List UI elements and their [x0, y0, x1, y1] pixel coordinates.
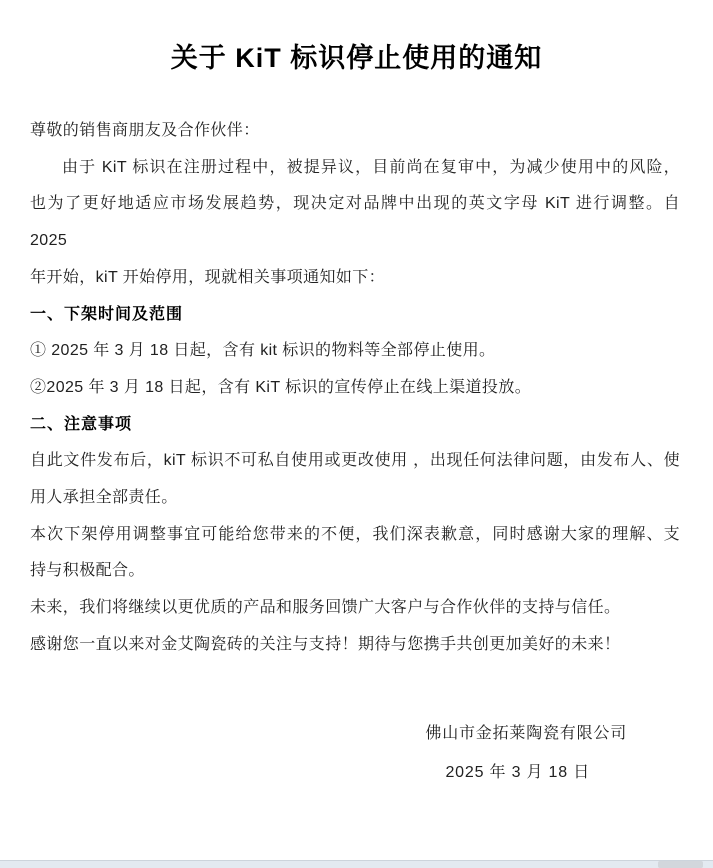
document-line: 自此文件发布后，kiT 标识不可私自使用或更改使用 ，出现任何法律问题，由发布人、使 — [30, 452, 680, 470]
document-line: 本次下架停用调整事宜可能给您带来的不便，我们深表歉意，同时感谢大家的理解、支 — [30, 525, 680, 543]
document-line: 感谢您一直以来对金艾陶瓷砖的关注与支持！期待与您携手共创更加美好的未来！ — [30, 635, 621, 653]
signature-date: 2025 年 3 月 18 日 — [445, 763, 590, 781]
document-line: 二、注意事项 — [30, 415, 133, 433]
document-line: 年开始，kiT 开始停用，现就相关事项通知如下： — [30, 268, 386, 286]
document-line: 一、下架时间及范围 — [30, 305, 184, 323]
document-line: 用人承担全部责任。 — [30, 489, 178, 507]
document-line: 未来，我们将继续以更优质的产品和服务回馈广大客户与合作伙伴的支持与信任。 — [30, 599, 621, 617]
horizontal-scrollbar-track[interactable] — [0, 860, 713, 868]
document-line: ① 2025 年 3 月 18 日起，含有 kit 标识的物料等全部停止使用。 — [30, 342, 496, 360]
signature-company: 佛山市金拓莱陶瓷有限公司 — [425, 724, 627, 742]
horizontal-scrollbar-thumb[interactable] — [658, 861, 703, 868]
document-body — [30, 113, 680, 664]
document-line: 也为了更好地适应市场发展趋势，现决定对品牌中出现的英文字母 KiT 进行调整。自 2025 — [30, 195, 680, 250]
document-title: 关于 KiT 标识停止使用的通知 — [170, 43, 543, 73]
signature-block — [30, 714, 680, 792]
document-line: 由于 KiT 标识在注册过程中，被提异议，目前尚在复审中，为减少使用中的风险， — [62, 158, 680, 176]
document-line: 持与积极配合。 — [30, 562, 145, 580]
document-line: 尊敬的销售商朋友及合作伙伴： — [30, 122, 260, 139]
document-line: ②2025 年 3 月 18 日起，含有 KiT 标识的宣传停止在线上渠道投放。 — [30, 378, 532, 396]
